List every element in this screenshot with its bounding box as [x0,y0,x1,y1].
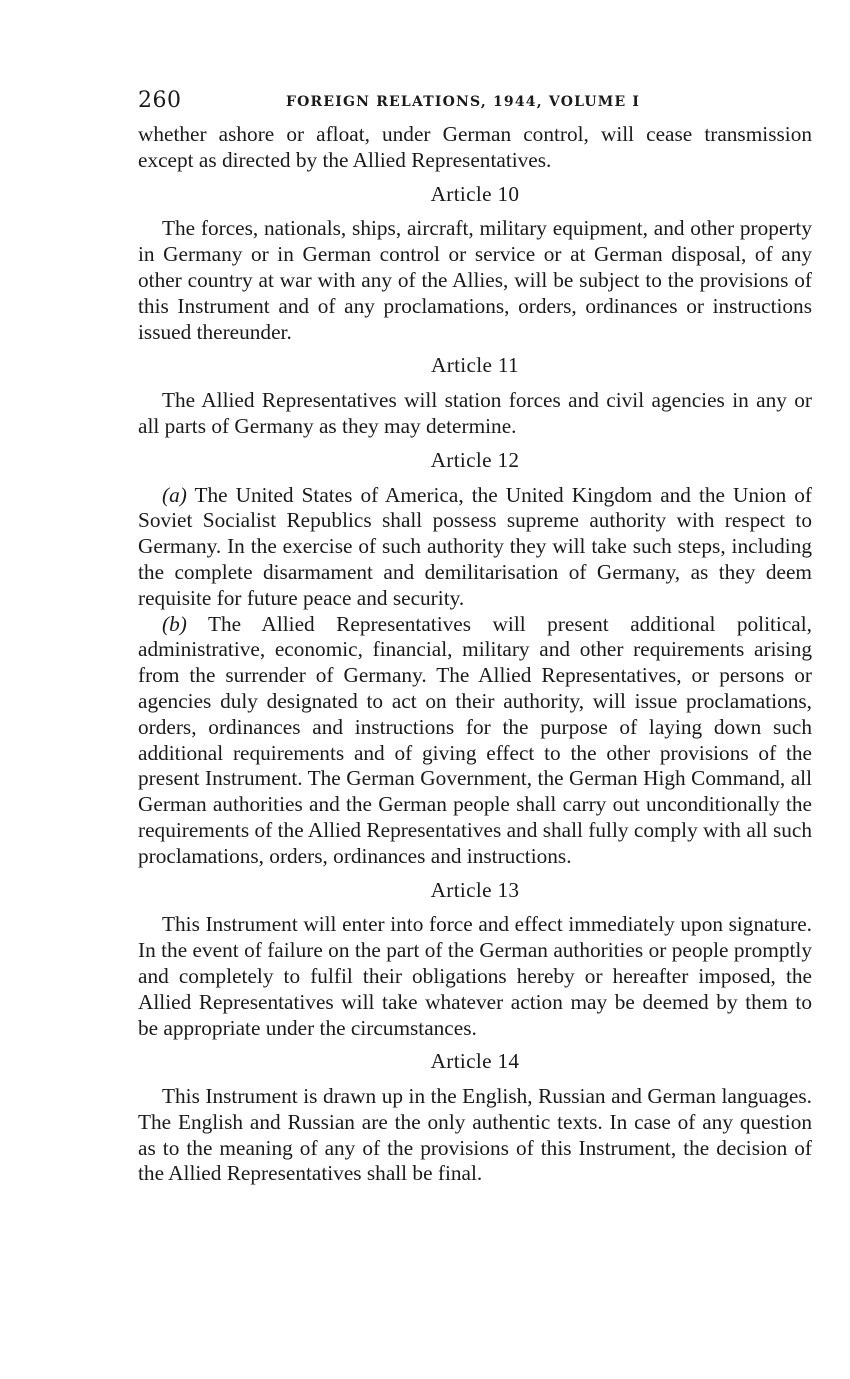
article-10-heading: Article 10 [430,181,520,206]
article-10-paragraph: The forces, nationals, ships, aircraft, military equipment, and other property in Germany or in German control or service or at German disposal, of any other country at war with any of the Allies, will be subject to the provisions of this Instrument and of any proclamations, orders, ordinances or instructions issued thereunder. [138,216,812,344]
running-head [138,88,812,118]
article-11-paragraph: The Allied Representatives will station forces and civil agencies in any or all parts of Germany as they may determine. [138,388,812,438]
sub-label-b: (b) [162,611,187,636]
article-14-heading: Article 14 [430,1049,520,1074]
running-title: FOREIGN RELATIONS, 1944, VOLUME I [286,94,641,110]
continuation-paragraph: whether ashore or afloat, under German control, will cease transmission except as directed by the Allied Representatives. [138,122,812,172]
article-12-text-b: The Allied Representatives will present additional political, administrative, economic, financial, military and other requirements arising from the surrender of Germany. The Allied Representatives, or persons or agencies duly designated to act on their authority, will issue proclamations, orders, ordinances and instructions for the purpose of laying down such additional requirements and of giving effect to the other provisions of the present Instrument. The German Government, the German High Command, all German authorities and the German people shall carry out unconditionally the requirements of the Allied Representatives and shall fully comply with all such proclamations, orders, ordinances and instructions. [138,611,812,868]
article-13-paragraph: This Instrument will enter into force and effect immediately upon signature. In the event of failure on the part of the German authorities or people promptly and completely to fulfil their obligations hereby or hereafter imposed, the Allied Representatives will take whatever action may be deemed by them to be appropriate under the circumstances. [138,912,812,1040]
document-body [138,122,812,1187]
article-12-paragraph-b [138,612,812,870]
article-12-text-a: The United States of America, the United Kingdom and the Union of Soviet Socialist Republics shall possess supreme authority with respect to Germany. In the exercise of such authority they will take such steps, including the complete disarmament and demilitarisation of Germany, as they deem requisite for future peace and security. [138,482,812,610]
article-11-heading: Article 11 [431,353,519,378]
article-14-paragraph: This Instrument is drawn up in the English, Russian and German languages. The English and Russian are the only authentic texts. In case of any question as to the meaning of any of the provisions of this Instrument, the decision of the Allied Representatives shall be final. [138,1084,812,1186]
sub-label-a: (a) [162,482,187,507]
article-12-paragraph-a [138,483,812,612]
article-12-heading: Article 12 [430,447,520,472]
page-number: 260 [138,88,182,113]
article-13-heading: Article 13 [430,877,520,902]
document-page [138,88,812,1187]
